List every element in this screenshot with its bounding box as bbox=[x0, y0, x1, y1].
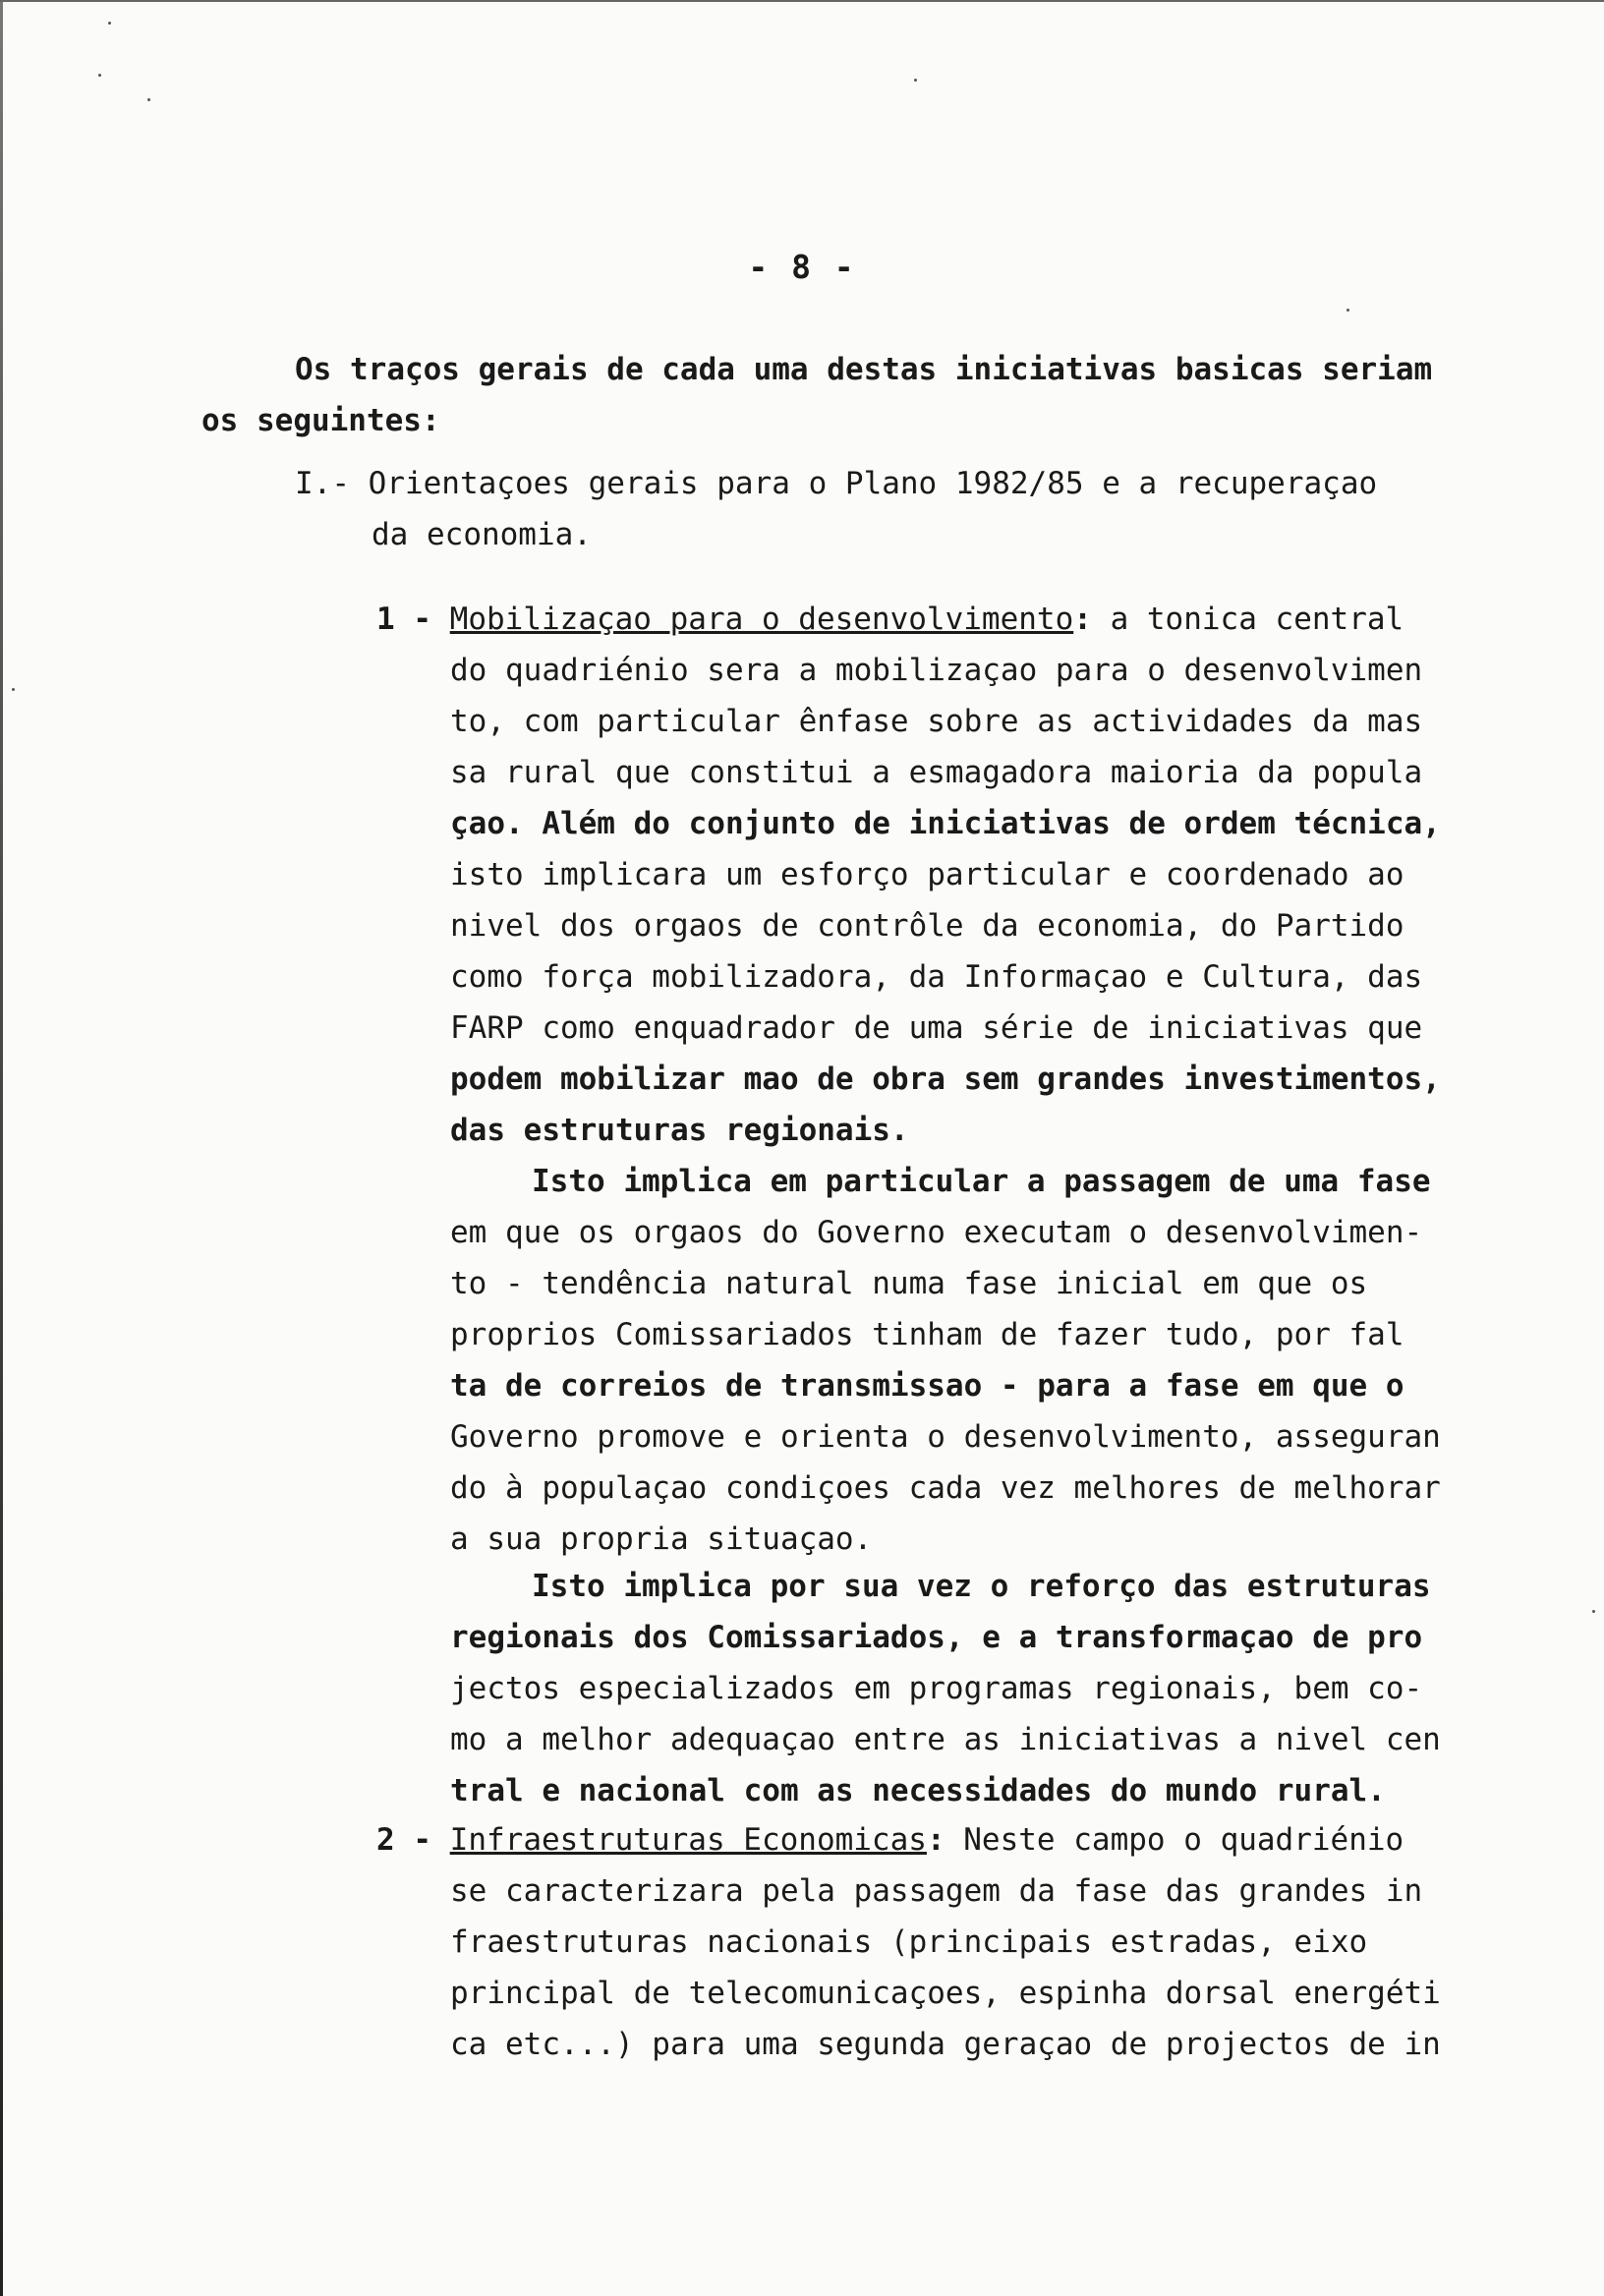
page-number: - 8 - bbox=[748, 248, 856, 286]
scan-speck bbox=[98, 74, 101, 77]
item-heading: Infraestruturas Economicas bbox=[449, 1822, 927, 1858]
scan-speck bbox=[147, 98, 150, 101]
scan-left-edge bbox=[0, 0, 3, 2296]
text-line: to - tendência natural numa fase inicial em que os bbox=[450, 1266, 1368, 1301]
text-line: Isto implica por sua vez o reforço das estruturas bbox=[532, 1569, 1431, 1604]
text-line: se caracterizara pela passagem da fase das grandes in bbox=[450, 1873, 1423, 1909]
text-line: ta de correios de transmissao - para a fase em que o bbox=[450, 1368, 1404, 1404]
item-1-paragraph bbox=[376, 594, 1441, 1156]
text-line: I.- Orientaçoes gerais para o Plano 1982/85 e a recuperaçao bbox=[295, 466, 1378, 501]
text-line: FARP como enquadrador de uma série de iniciativas que bbox=[450, 1010, 1423, 1046]
item-number: 1 - bbox=[376, 602, 431, 637]
section-heading bbox=[295, 458, 1377, 560]
text-line: fraestruturas nacionais (principais estradas, eixo bbox=[450, 1924, 1368, 1960]
item-heading: Mobilizaçao para o desenvolvimento bbox=[449, 602, 1074, 637]
text-line: to, com particular ênfase sobre as actividades da mas bbox=[450, 704, 1423, 739]
text-line: principal de telecomunicaçoes, espinha dorsal energéti bbox=[450, 1976, 1441, 2011]
text-line: isto implicara um esforço particular e coordenado ao bbox=[450, 857, 1404, 892]
text-line: os seguintes: bbox=[201, 403, 440, 438]
text-line: Isto implica em particular a passagem de uma fase bbox=[532, 1164, 1431, 1199]
text-line: em que os orgaos do Governo executam o desenvolvimen- bbox=[450, 1215, 1423, 1250]
item-1-paragraph-3 bbox=[450, 1561, 1441, 1816]
text-line: Governo promove e orienta o desenvolvimento, asseguran bbox=[450, 1419, 1441, 1455]
text-line: a sua propria situaçao. bbox=[450, 1521, 873, 1557]
text-line: çao. Além do conjunto de iniciativas de ordem técnica, bbox=[450, 806, 1441, 841]
text-line: regionais dos Comissariados, e a transformaçao de pro bbox=[450, 1620, 1423, 1655]
text-line: mo a melhor adequaçao entre as iniciativas a nivel cen bbox=[450, 1722, 1441, 1757]
text-fragment: Neste campo o quadriénio bbox=[945, 1822, 1404, 1858]
text-line: do à populaçao condiçoes cada vez melhores de melhorar bbox=[450, 1470, 1441, 1506]
text-line: nivel dos orgaos de contrôle da economia, do Partido bbox=[450, 908, 1404, 944]
intro-paragraph bbox=[201, 344, 1432, 446]
text-line: das estruturas regionais. bbox=[450, 1113, 909, 1148]
text-line: podem mobilizar mao de obra sem grandes investimentos, bbox=[450, 1062, 1441, 1097]
scan-speck bbox=[914, 79, 917, 82]
scan-top-edge bbox=[0, 0, 1604, 2]
item-2-first-line bbox=[376, 1814, 1441, 1866]
text-line: Os traços gerais de cada uma destas iniciativas basicas seriam bbox=[295, 352, 1433, 387]
text-line: da economia. bbox=[372, 517, 592, 552]
item-2-paragraph bbox=[376, 1814, 1441, 2070]
text-line: como força mobilizadora, da Informaçao e Cultura, das bbox=[450, 959, 1423, 995]
item-1-paragraph-2 bbox=[450, 1156, 1441, 1565]
text-line: sa rural que constitui a esmagadora maioria da popula bbox=[450, 755, 1423, 790]
text-line: proprios Comissariados tinham de fazer tudo, por fal bbox=[450, 1317, 1404, 1352]
scan-speck bbox=[1592, 1610, 1595, 1613]
heading-separator: : bbox=[1073, 602, 1092, 637]
text-line: tral e nacional com as necessidades do mundo rural. bbox=[450, 1773, 1386, 1808]
text-line: do quadriénio sera a mobilizaçao para o desenvolvimen bbox=[450, 653, 1423, 688]
scan-speck bbox=[1346, 309, 1349, 312]
item-1-first-line bbox=[376, 594, 1441, 645]
text-line: ca etc...) para uma segunda geraçao de projectos de in bbox=[450, 2027, 1441, 2062]
item-number: 2 - bbox=[376, 1822, 431, 1858]
text-line: jectos especializados em programas regionais, bem co- bbox=[450, 1671, 1423, 1706]
heading-separator: : bbox=[926, 1822, 945, 1858]
scan-speck bbox=[12, 688, 15, 691]
text-fragment: a tonica central bbox=[1091, 602, 1404, 637]
scan-speck bbox=[108, 22, 111, 25]
